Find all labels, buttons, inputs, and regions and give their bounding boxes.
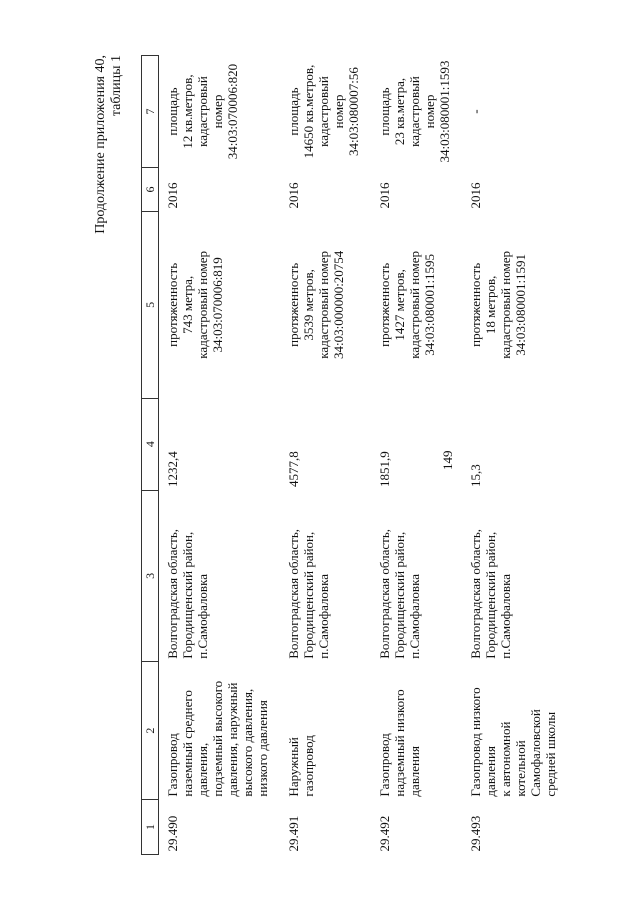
cell-line: Городищенский район, xyxy=(392,531,407,659)
cell-line: Газопровод низкого xyxy=(468,687,483,797)
land-plot-cell xyxy=(371,56,462,168)
value-cell: 1232,4 xyxy=(165,451,180,488)
cell-line: давления xyxy=(407,746,422,797)
value-cell: 4577,8 xyxy=(286,451,301,488)
cell-line: Самофаловской xyxy=(528,709,543,797)
cell-line: котельной xyxy=(513,740,528,797)
cell-line: 34:03:080001:1595 xyxy=(422,253,437,356)
table-body xyxy=(159,56,569,855)
cell-line: Волгоградская область, xyxy=(286,528,301,659)
cell-line: кадастровый номер xyxy=(407,76,437,147)
cell-line: надземный низкого xyxy=(392,689,407,797)
header-cell: 7 xyxy=(142,56,159,168)
cell-line: Волгоградская область, xyxy=(377,528,392,659)
cell-line: 34:03:080001:1593 xyxy=(437,60,452,163)
cell-line: п.Самофаловка xyxy=(316,574,331,659)
header-row xyxy=(142,56,159,855)
table-row xyxy=(280,56,371,855)
header-cell: 2 xyxy=(142,662,159,800)
cell-line: давления, наружный xyxy=(225,682,240,797)
cell-line: 1427 метров, xyxy=(392,269,407,341)
characteristic-cell xyxy=(371,211,462,398)
cell-line: 3539 метров, xyxy=(301,269,316,341)
address-cell xyxy=(462,490,568,662)
table-row xyxy=(371,56,462,855)
header-cell: 5 xyxy=(142,211,159,398)
cell-line: низкого давления xyxy=(255,700,270,797)
cell-line: наземный среднего xyxy=(180,690,195,797)
cell-line: 14650 кв.метров, xyxy=(301,64,316,159)
address-cell xyxy=(371,490,462,662)
table-row xyxy=(462,56,568,855)
cell-line: Газопровод xyxy=(377,733,392,797)
object-name-cell xyxy=(371,662,462,800)
rotated-page-content xyxy=(93,55,613,855)
cell-line: п.Самофаловка xyxy=(407,574,422,659)
cell-line: протяженность xyxy=(468,262,483,347)
cell-line: кадастровый номер xyxy=(498,251,513,359)
cell-line: площадь xyxy=(377,87,392,136)
cell-line: 18 метров, xyxy=(483,275,498,335)
page-number: 149 xyxy=(440,450,455,470)
land-plot-cell xyxy=(462,56,568,168)
year-cell: 2016 xyxy=(165,182,180,209)
cell-line: Городищенский район, xyxy=(483,531,498,659)
cell-line: площадь xyxy=(286,87,301,136)
header-cell: 6 xyxy=(142,168,159,212)
row-number-cell: 29.492 xyxy=(377,815,392,852)
cell-line: протяженность xyxy=(286,262,301,347)
characteristic-cell xyxy=(159,211,281,398)
object-name-cell xyxy=(159,662,281,800)
cell-line: 34:03:080007:56 xyxy=(346,67,361,156)
land-plot-cell xyxy=(280,56,371,168)
cell-line: Газопровод xyxy=(165,733,180,797)
object-name-cell xyxy=(280,662,371,800)
table-row xyxy=(159,56,281,855)
cell-line: протяженность xyxy=(165,262,180,347)
year-cell: 2016 xyxy=(286,182,301,209)
cell-line: средней школы xyxy=(543,711,558,797)
header-cell: 4 xyxy=(142,398,159,490)
cell-line: кадастровый номер xyxy=(195,76,225,147)
registry-table xyxy=(141,55,568,855)
value-cell: 1851,9 xyxy=(377,451,392,488)
cell-line: газопровод xyxy=(301,735,316,797)
land-plot-cell xyxy=(159,56,281,168)
cell-line: Городищенский район, xyxy=(180,531,195,659)
cell-line: Наружный xyxy=(286,737,301,797)
cell-line: 34:03:070006:819 xyxy=(210,257,225,353)
cell-line: п.Самофаловка xyxy=(195,574,210,659)
cell-line: площадь xyxy=(165,87,180,136)
cell-line: п.Самофаловка xyxy=(498,574,513,659)
cell-line: к автономной xyxy=(498,721,513,797)
cell-line: Волгоградская область, xyxy=(165,528,180,659)
header-cell: 3 xyxy=(142,490,159,662)
cell-line: 34:03:070006:820 xyxy=(225,63,240,160)
value-cell: 15,3 xyxy=(468,464,483,488)
address-cell xyxy=(159,490,281,662)
cell-line: 34:03:000000:20754 xyxy=(331,250,346,360)
object-name-cell xyxy=(462,662,568,800)
cell-line: 743 метра, xyxy=(180,275,195,334)
caption-line-1: Продолжение приложения 40, xyxy=(93,55,108,234)
cell-line: 34:03:080001:1591 xyxy=(513,253,528,356)
cell-line: давления, xyxy=(195,742,210,797)
cell-line: высокого давления, xyxy=(240,688,255,797)
row-number-cell: 29.491 xyxy=(286,815,301,852)
cell-line: подземный высокого xyxy=(210,680,225,797)
cell-line: 12 кв.метров, xyxy=(180,74,195,149)
cell-line: 23 кв.метра, xyxy=(392,77,407,146)
row-number-cell: 29.490 xyxy=(165,815,180,852)
cell-line: Волгоградская область, xyxy=(468,528,483,659)
year-cell: 2016 xyxy=(377,182,392,209)
cell-line: протяженность xyxy=(377,262,392,347)
characteristic-cell xyxy=(462,211,568,398)
characteristic-cell xyxy=(280,211,371,398)
cell-line: кадастровый номер xyxy=(407,251,422,359)
header-cell: 1 xyxy=(142,800,159,855)
cell-line: кадастровый номер xyxy=(195,251,210,359)
table-caption xyxy=(93,55,125,234)
row-number-cell: 29.493 xyxy=(468,815,483,852)
cell-line: давления xyxy=(483,746,498,797)
year-cell: 2016 xyxy=(468,182,483,209)
address-cell xyxy=(280,490,371,662)
cell-line: кадастровый номер xyxy=(316,76,346,147)
cell-line: кадастровый номер xyxy=(316,251,331,359)
caption-line-2: таблицы 1 xyxy=(109,55,124,117)
cell-line: - xyxy=(468,109,483,114)
cell-line: Городищенский район, xyxy=(301,531,316,659)
